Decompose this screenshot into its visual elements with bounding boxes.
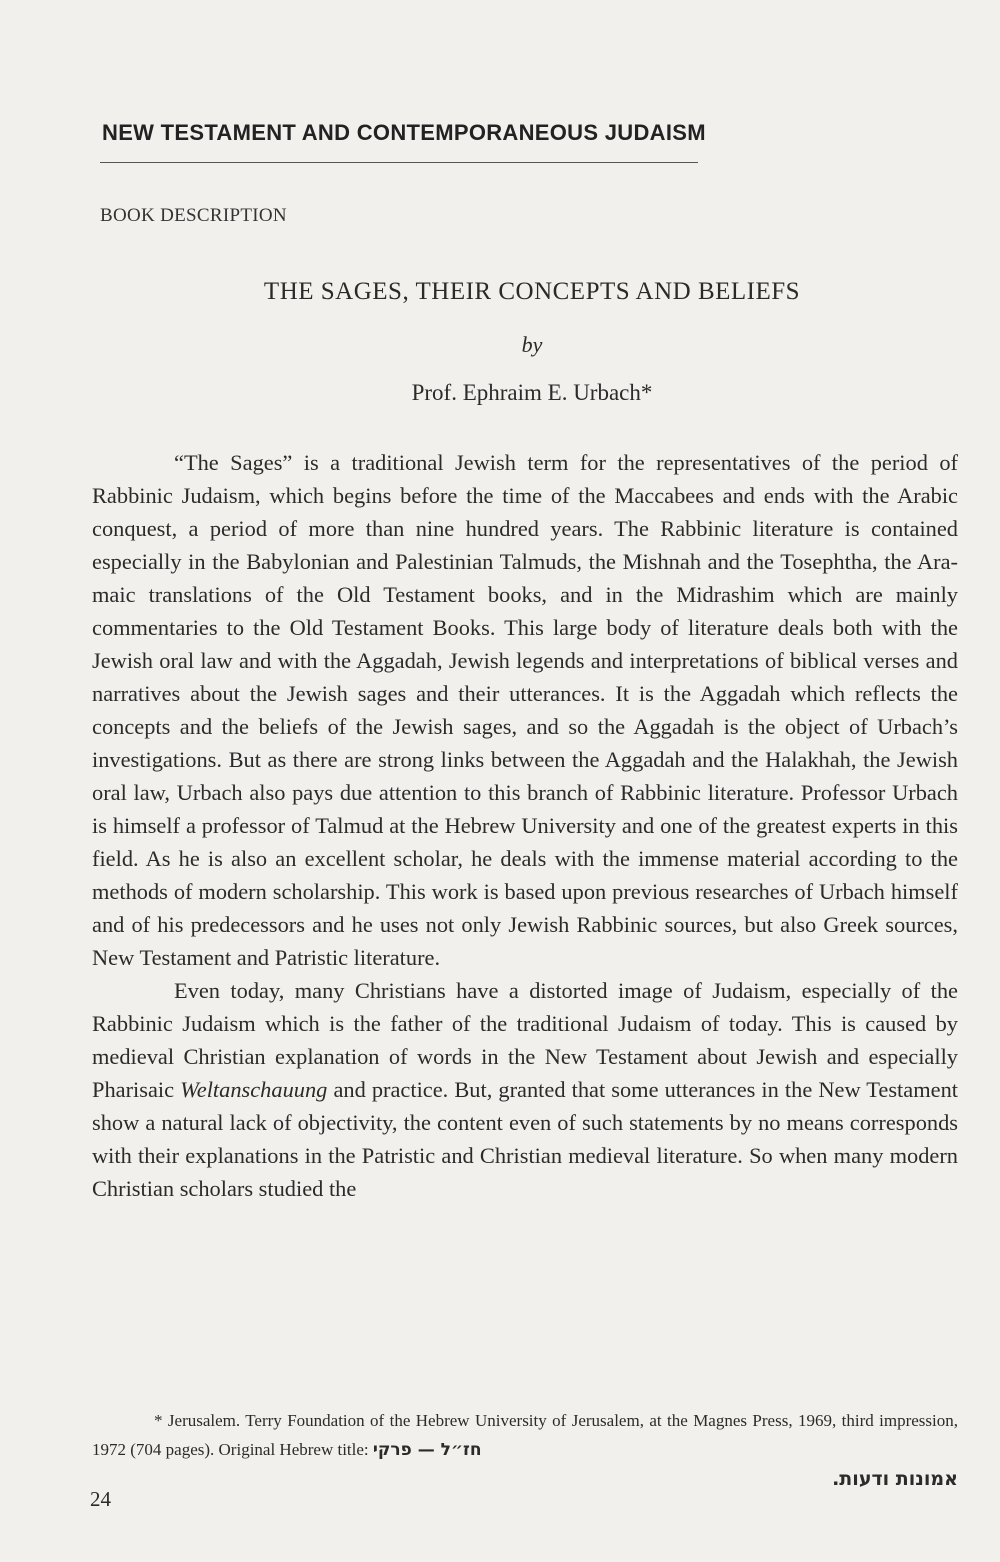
book-title: THE SAGES, THEIR CONCEPTS AND BELIEFS (263, 278, 801, 305)
page-number: 24 (90, 1487, 111, 1511)
author-name: Prof. Ephraim E. Urbach* (411, 380, 653, 405)
paragraph (92, 974, 958, 1205)
hebrew-title-part-2: אמונות ודעות. (832, 1468, 958, 1490)
paragraph-text: and practice. But, granted that some utterances in the New Testament show a natural lack of objectivity, the content even of such statements by no means corresponds with their explanations in the Patristic and Christian medieval literature. So when many modern Christian scholars studied the (92, 1077, 958, 1201)
hebrew-title-part-1: חז״ל — פרקי (372, 1440, 482, 1460)
footnote-body: * Jerusalem. Terry Foundation of the Hebrew University of Jerusalem, at the Magnes Press, 1969, third impression, 1972 (704 pages). Original Hebrew title: (92, 1411, 958, 1459)
footnote-text (92, 1406, 958, 1465)
paragraph: “The Sages” is a traditional Jewish term for the representatives of the period of Rabbinic Judaism, which begins before the time of the Maccabees and ends with the Arabic conquest, a period of more than nine hundred years. The Rabbinic literature is contained especially in the Babylonian and Palestinian Talmuds, the Mishnah and the Tosephtha, the Aramaic translations of the Old Testament books, and in the Midrashim which are mainly commentaries to the Old Testament Books. This large body of literature deals both with the Jewish oral law and with the Aggadah, Jewish legends and interpretations of biblical verses and narratives about the Jewish sages and their utterances. It is the Aggadah which reflects the concepts and the beliefs of the Jewish sages, and so the Aggadah is the object of Urbach’s investigations. But as there are strong links between the Aggadah and the Halakhah, the Jewish oral law, Urbach also pays due attention to this branch of Rabbinic literature. Professor Urbach is himself a professor of Talmud at the Hebrew University and one of the greatest experts in this field. As he is also an excellent scholar, he deals with the immense material according to the methods of modern scholarship. This work is based upon previous researches of Urbach himself and of his predecessors and he uses not only Jewish Rabbinic sources, but also Greek sources, New Testament and Patristic literature. (92, 450, 958, 970)
footnote (92, 1406, 958, 1494)
section-rule (100, 162, 698, 163)
paragraph-text: Even today, many Christians have a distorted image of Judaism, especially of the Rabbinic Judaism which is the father of the traditional Judaism of today. This is caused by medieval Christian explanation of words in the New Testament about Jewish and especially Pharisaic (92, 978, 958, 1102)
emphasis-term: Weltanschauung (180, 1077, 328, 1102)
section-heading: NEW TESTAMENT AND CONTEMPORANEOUS JUDAISM (102, 120, 706, 145)
book-description-label: BOOK DESCRIPTION (100, 205, 287, 226)
by-line: by (521, 332, 543, 357)
body-text (92, 446, 958, 1205)
